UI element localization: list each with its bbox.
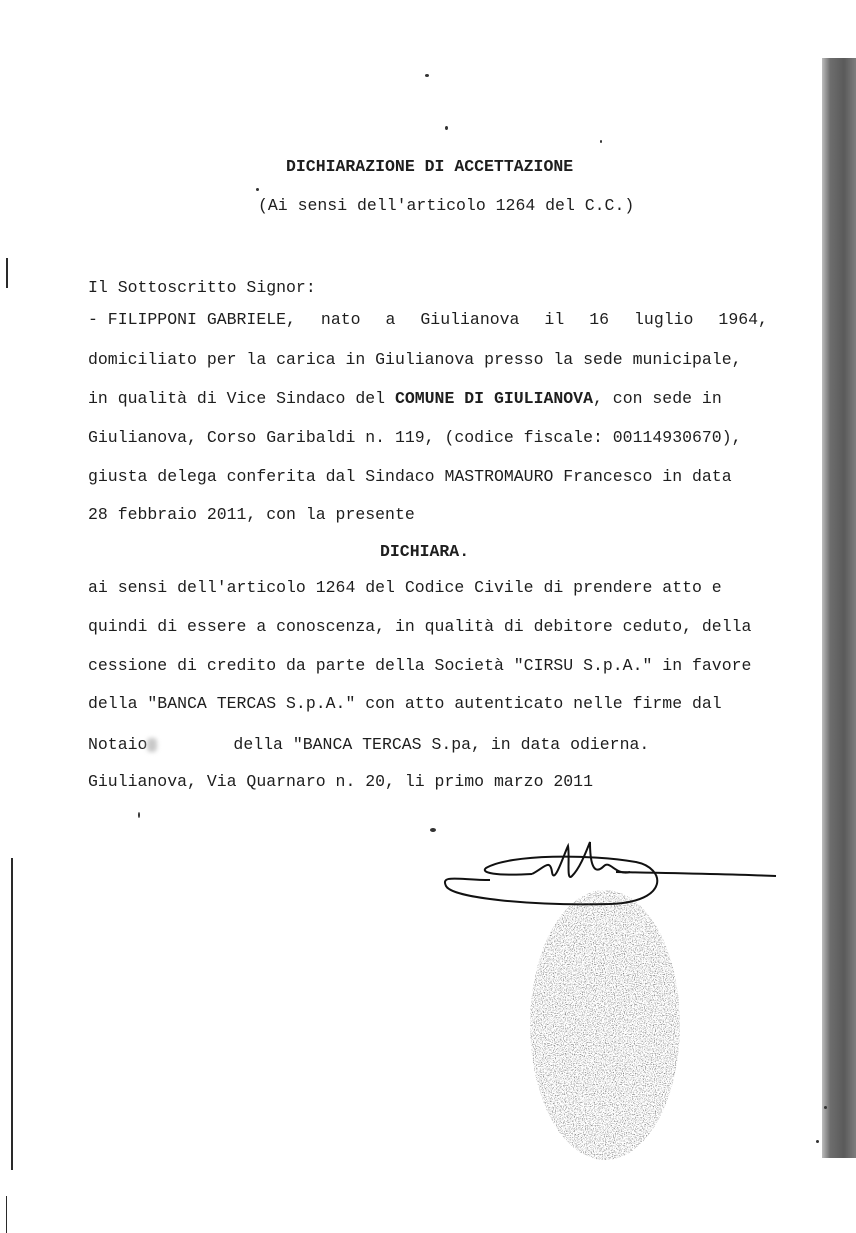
text-segment: , con sede in (593, 389, 722, 408)
scan-left-mark-bottom (11, 858, 13, 1170)
scan-speck (138, 812, 140, 818)
paragraph2-line3: cessione di credito da parte della Società "CIRSU S.p.A." in favore (88, 656, 752, 675)
scan-speck (445, 126, 448, 130)
paragraph1-line2: domiciliato per la carica in Giulianova presso la sede municipale, (88, 350, 742, 369)
scan-left-mark-top (6, 258, 8, 288)
place-and-date: Giulianova, Via Quarnaro n. 20, li primo marzo 2011 (88, 772, 593, 791)
scan-speck (430, 828, 436, 832)
scan-speck (816, 1140, 819, 1143)
paragraph2-line2: quindi di essere a conoscenza, in qualità di debitore ceduto, della (88, 617, 752, 636)
document-title: DICHIARAZIONE DI ACCETTAZIONE (286, 157, 574, 176)
scan-edge-shadow (822, 58, 856, 1158)
intro-line: Il Sottoscritto Signor: (88, 278, 316, 297)
paragraph2-line5 (88, 735, 649, 755)
declares-heading: DICHIARA. (380, 542, 470, 561)
word: luglio (634, 310, 694, 329)
word: Giulianova (420, 310, 520, 329)
paragraph2-line1: ai sensi dell'articolo 1264 del Codice Civile di prendere atto e (88, 578, 722, 597)
scan-left-mark-foot (6, 1196, 7, 1233)
document-subtitle: (Ai sensi dell'articolo 1264 del C.C.) (258, 196, 635, 215)
municipality-name: COMUNE DI GIULIANOVA (394, 389, 593, 408)
stamp-image (520, 880, 690, 1170)
paragraph1-line5: giusta delega conferita dal Sindaco MASTROMAURO Francesco in data (88, 467, 732, 486)
scan-speck (600, 140, 602, 143)
word: - FILIPPONI GABRIELE, (88, 310, 296, 329)
text-segment: in qualità di Vice Sindaco del (88, 389, 395, 408)
word: nato (320, 310, 361, 329)
word: 16 (589, 310, 610, 329)
paragraph1-line6: 28 febbraio 2011, con la presente (88, 505, 415, 524)
paragraph2-line4: della "BANCA TERCAS S.p.A." con atto autenticato nelle firme dal (88, 694, 722, 713)
redaction-blur (147, 738, 157, 752)
word: a (385, 310, 396, 329)
word: il (544, 310, 565, 329)
text-segment: della "BANCA TERCAS S.pa, in data odierna. (233, 735, 650, 754)
paragraph1-line3 (88, 389, 722, 409)
scan-speck (256, 188, 259, 191)
scan-speck (824, 1106, 827, 1109)
text-segment: Notaio (88, 735, 148, 754)
paragraph1-line1 (88, 310, 768, 330)
scan-speck (425, 74, 429, 77)
paragraph1-line4: Giulianova, Corso Garibaldi n. 119, (codice fiscale: 00114930670), (88, 428, 742, 447)
word: 1964, (718, 310, 768, 329)
